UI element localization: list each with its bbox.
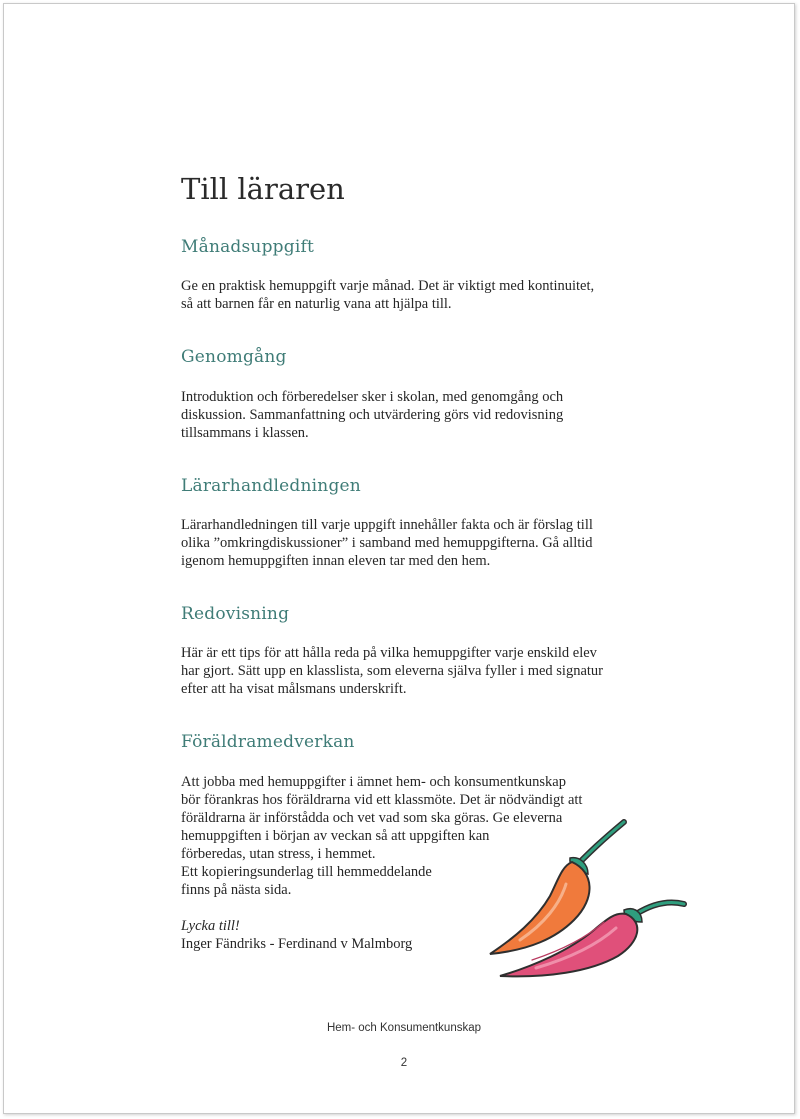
- section-body: [181, 388, 631, 442]
- text-line: Ge en praktisk hemuppgift varje månad. Det är viktigt med kontinuitet,: [181, 278, 595, 295]
- page-number: 2: [400, 1057, 408, 1069]
- section-body: [181, 644, 631, 698]
- text-line: efter att ha visat målsmans underskrift.: [181, 681, 407, 698]
- text-line: diskussion. Sammanfattning och utvärdering görs vid redovisning: [181, 406, 564, 423]
- text-line: igenom hemuppgiften innan eleven tar med den hem.: [181, 552, 491, 569]
- text-line: föräldrarna är införstådda och vet vad som ska göras. Ge eleverna: [181, 809, 563, 826]
- section-body: [181, 516, 631, 570]
- section-genomgang: [181, 347, 631, 441]
- section-heading: Genomgång: [181, 347, 287, 368]
- section-lararhandledningen: [181, 476, 631, 570]
- section-heading: Redovisning: [181, 603, 290, 624]
- text-line: finns på nästa sida.: [181, 881, 292, 898]
- section-manadsuppgift: [181, 237, 631, 313]
- text-line: hemuppgiften i början av veckan så att uppgiften kan: [181, 827, 490, 844]
- signoff-authors: Inger Fändriks - Ferdinand v Malmborg: [181, 935, 413, 952]
- text-line: tillsammans i klassen.: [181, 424, 309, 441]
- footer-book-title: Hem- och Konsumentkunskap: [326, 1022, 482, 1034]
- document-page: [3, 3, 795, 1114]
- text-line: Att jobba med hemuppgifter i ämnet hem- och konsumentkunskap: [181, 773, 566, 790]
- section-heading: Lärarhandledningen: [181, 475, 361, 496]
- text-line: olika ”omkringdiskussioner” i samband med hemuppgifterna. Gå alltid: [181, 534, 593, 551]
- text-line: Ett kopieringsunderlag till hemmeddelande: [181, 863, 432, 880]
- section-redovisning: [181, 604, 631, 698]
- chili-peppers-illustration: [474, 812, 704, 992]
- text-line: Lärarhandledningen till varje uppgift innehåller fakta och är förslag till: [181, 516, 593, 533]
- text-line: förberedas, utan stress, i hemmet.: [181, 845, 376, 862]
- signoff-greeting: Lycka till!: [181, 917, 240, 934]
- page-title: Till läraren: [181, 172, 345, 206]
- section-heading: Föräldramedverkan: [181, 732, 355, 753]
- section-heading: Månadsuppgift: [181, 236, 314, 257]
- text-line: har gjort. Sätt upp en klasslista, som eleverna själva fyller i med signatur: [181, 663, 604, 680]
- text-line: Introduktion och förberedelser sker i skolan, med genomgång och: [181, 388, 564, 405]
- text-line: bör förankras hos föräldrarna vid ett klassmöte. Det är nödvändigt att: [181, 791, 583, 808]
- text-line: så att barnen får en naturlig vana att hjälpa till.: [181, 296, 452, 313]
- section-body: [181, 277, 631, 313]
- text-line: Här är ett tips för att hålla reda på vilka hemuppgifter varje enskild elev: [181, 645, 597, 662]
